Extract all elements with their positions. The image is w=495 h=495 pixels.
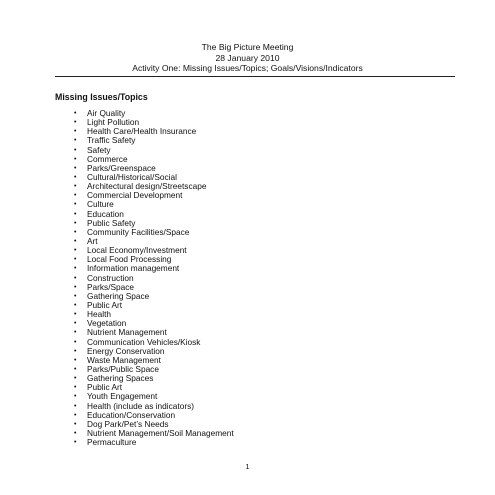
header-divider	[55, 76, 455, 77]
list-item-label: Energy Conservation	[87, 345, 165, 356]
list-item-label: Commercial Development	[87, 190, 183, 201]
bullet-icon: •	[74, 228, 77, 236]
list-item-label: Culture	[87, 199, 114, 210]
bullet-icon: •	[74, 375, 77, 383]
list-item-label: Public Art	[87, 299, 123, 310]
bullet-icon: •	[74, 347, 77, 355]
list-item-label: Information management	[87, 263, 180, 274]
list-item-label: Traffic Safety	[87, 135, 136, 146]
list-item-label: Parks/Greenspace	[87, 162, 156, 173]
meeting-date: 28 January 2010	[215, 52, 280, 63]
bullet-icon: •	[74, 365, 77, 373]
list-item-label: Gathering Spaces	[87, 373, 154, 384]
bullet-icon: •	[74, 338, 77, 346]
list-item-label: Waste Management	[87, 354, 161, 365]
list-item-label: Education	[87, 208, 124, 219]
list-item-label: Architectural design/Streetscape	[87, 181, 207, 192]
bullet-icon: •	[74, 210, 77, 218]
bullet-icon: •	[74, 402, 77, 410]
list-item-label: Dog Park/Pet’s Needs	[87, 418, 169, 429]
meeting-title: The Big Picture Meeting	[201, 42, 294, 52]
list-item-label: Construction	[87, 272, 134, 283]
bullet-icon: •	[74, 155, 77, 163]
list-item-label: Public Art	[87, 382, 123, 393]
list-item-label: Education/Conservation	[87, 409, 176, 420]
list-item-label: Commerce	[87, 153, 128, 164]
bullet-icon: •	[74, 292, 77, 300]
bullet-icon: •	[74, 119, 77, 127]
bullet-icon: •	[74, 164, 77, 172]
list-item-label: Air Quality	[87, 108, 126, 118]
bullet-icon: •	[74, 237, 77, 245]
bullet-icon: •	[74, 311, 77, 319]
bullet-icon: •	[74, 420, 77, 428]
bullet-icon: •	[74, 183, 77, 191]
bullet-icon: •	[74, 146, 77, 154]
bullet-icon: •	[74, 329, 77, 337]
list-item-label: Vegetation	[87, 318, 127, 329]
activity-title: Activity One: Missing Issues/Topics; Goals/Visions/Indicators	[132, 63, 363, 73]
bullet-icon: •	[74, 393, 77, 401]
list-item-label: Cultural/Historical/Social	[87, 171, 177, 182]
bullet-icon: •	[74, 173, 77, 181]
list-item-label: Art	[87, 235, 98, 246]
list-item-label: Public Safety	[87, 217, 136, 228]
bullet-icon: •	[74, 356, 77, 364]
bullet-icon: •	[74, 219, 77, 227]
bullet-icon: •	[74, 110, 77, 117]
section-heading: Missing Issues/Topics	[55, 92, 148, 102]
document-header	[0, 42, 495, 74]
list-item-label: Communication Vehicles/Kiosk	[87, 336, 201, 347]
list-item-label: Parks/Space	[87, 281, 135, 292]
page-number: 1	[245, 462, 250, 471]
bullet-icon: •	[74, 265, 77, 273]
bullet-icon: •	[74, 439, 77, 447]
bullet-icon: •	[74, 256, 77, 264]
bullet-icon: •	[74, 192, 77, 200]
bullet-icon: •	[74, 201, 77, 209]
bullet-icon: •	[74, 247, 77, 255]
bullet-icon: •	[74, 137, 77, 145]
bullet-icon: •	[74, 429, 77, 437]
list-item-label: Health Care/Health Insurance	[87, 126, 197, 137]
bullet-icon: •	[74, 128, 77, 136]
bullet-icon: •	[74, 411, 77, 419]
list-item-label: Local Food Processing	[87, 254, 172, 265]
bullet-icon: •	[74, 320, 77, 328]
list-item-label: Nutrient Management	[87, 327, 167, 338]
list-item-label: Health (include as indicators)	[87, 400, 194, 411]
list-item-label: Health	[87, 309, 111, 320]
bullet-icon: •	[74, 384, 77, 392]
list-item-label: Local Economy/Investment	[87, 245, 187, 256]
list-item-label: Light Pollution	[87, 117, 140, 128]
list-item-label: Youth Engagement	[87, 391, 158, 402]
bullet-icon: •	[74, 283, 77, 291]
list-item-label: Gathering Space	[87, 290, 150, 301]
bullet-icon: •	[74, 301, 77, 309]
list-item	[74, 438, 234, 447]
list-item-label: Safety	[87, 144, 111, 155]
list-item-label: Nutrient Management/Soil Management	[87, 427, 234, 438]
topic-list	[74, 109, 234, 447]
list-item-label: Parks/Public Space	[87, 363, 159, 374]
list-item-label: Permaculture	[87, 437, 137, 448]
list-item-label: Community Facilities/Space	[87, 226, 190, 237]
bullet-icon: •	[74, 274, 77, 282]
